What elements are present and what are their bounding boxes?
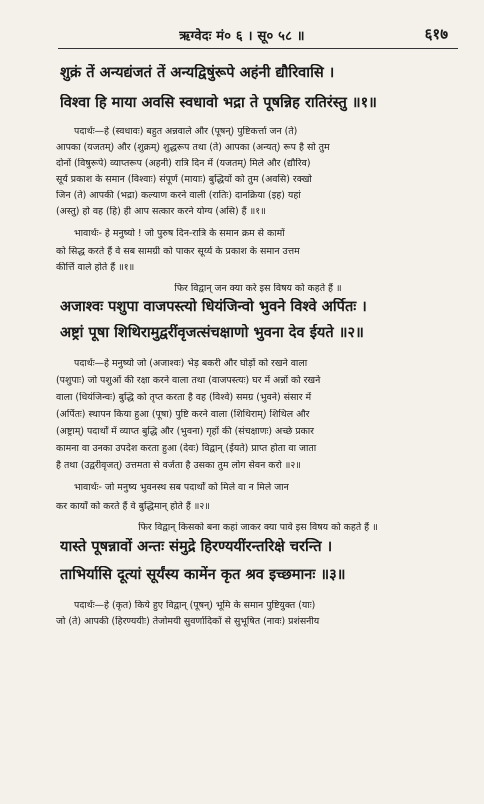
padartha-line: जिन (ते) आपकी (भद्रा) कल्याण करने वाली (रातिः) दानक्रिया (इह) यहां [56, 190, 301, 201]
padartha-line: (अस्तु) हो वह (हि) ही आप सत्कार करने योग्य (असि) हैं ॥१॥ [56, 206, 266, 217]
bhavartha-line: भावार्थः- हे मनुष्यो ! जो पुरुष दिन-रात्रि के समान क्रम से कामों [74, 228, 285, 239]
padartha-line: सूर्य प्रकाश के समान (विश्वाः) संपूर्ण (मायाः) बुद्धियों को तुम (अवसि) रक्खो [56, 174, 312, 185]
running-title: ऋग्वेदः मं० ६ । सू० ५८ ॥ [179, 29, 305, 44]
padartha-line: (अर्पितः) स्थापन किया हुआ (पूषा) पुष्टि करने वाला (शिथिराम्) शिथिल और [56, 409, 310, 420]
mantra-line: ताभिर्यासि दूत्यां सूर्यंस्य कामेंन कृत श्रव इच्छमानः ॥३॥ [60, 566, 346, 583]
mantra-line: यास्ते पूषन्नावों अन्तः संमुद्रे हिरण्ययींरन्तरिक्षे चरन्ति । [60, 538, 333, 555]
bhavartha-line: कीर्त्ति वाले होते हैं ॥१॥ [56, 262, 135, 273]
bhavartha-line: को सिद्ध करते हैं वे सब सामग्री को पाकर सूर्य्य के प्रकाश के समान उत्तम [56, 246, 300, 257]
padartha-line: वाला (धियंजिन्वः) बुद्धि को तृप्त करता है वह (विश्वे) समग्र (भुवने) संसार में [56, 392, 312, 403]
bhavartha-line: कर कार्यों को करते हैं वे बुद्धिमान् होते हैं ॥२॥ [56, 501, 210, 512]
padartha-line: (अष्ट्राम्) पदार्थों में व्याप्त बुद्धि और (भुवना) गृहों की (संचक्षाणः) अच्छे प्रकार [56, 426, 314, 437]
padartha-line: पदार्थः—हे (कृत) किये हुए विद्वान् (पूषन्) भूमि के समान पुष्टियुक्त (याः) [74, 600, 316, 611]
padartha-line: पदार्थः—हे मनुष्यो जो (अजाश्वः) भेड़ बकरी और घोड़ों को रखने वाला [74, 358, 308, 369]
header-rule [58, 48, 458, 49]
padartha-line: दोनों (विषुरूपे) व्याप्तरूप (अहनी) रात्रि दिन में (यजतम्) मिले और (द्यौरिव) [56, 158, 311, 169]
padartha-line: पदार्थः—हे (स्वधावः) बहुत अन्नवाले और (पूषन्) पुष्टिकर्त्ता जन (ते) [74, 126, 298, 137]
mantra-line: विश्वा हि माया अवसि स्वधावो भद्रा ते पूषन्निह रातिरंस्तु ॥१॥ [60, 94, 377, 111]
section-intro: फिर विद्वान् किसको बना कहां जाकर क्या पावे इस विषय को कहते हैं ॥ [138, 522, 378, 533]
padartha-line: कामना वा उनका उपदेश करता हुआ (देवः) विद्वान् (ईयते) प्राप्त होता वा जाता [56, 443, 317, 454]
padartha-line: है तथा (उद्वरीवृजत्) उत्तमता से वर्जता है उसका तुम लोग सेवन करो ॥२॥ [56, 460, 301, 471]
padartha-line: जो (ते) आपकी (हिरण्ययीः) तेजोमयी सुवर्णादिकों से सुभूषित (नावः) प्रशंसनीय [56, 616, 320, 627]
padartha-line: (पशुपाः) जो पशुओं की रक्षा करने वाला तथा (वाजपस्त्यः) घर में अन्नों को रखने [56, 375, 321, 386]
bhavartha-line: भावार्थः- जो मनुष्य भुवनस्थ सब पदार्थों को मिले वा न मिले जान [74, 482, 289, 493]
page-number: ६१७ [424, 25, 448, 43]
padartha-line: आपका (यजतम्) और (शुक्रम्) शुद्धरूप तथा (ते) आपका (अन्यत्) रूप है सो तुम [56, 142, 330, 153]
mantra-line: अजाश्वः पशुपा वाजपस्त्यो धियंजिन्वो भुवने विश्वे अर्पितः । [60, 298, 367, 315]
mantra-line: अष्ट्रां पूषा शिथिरामुद्वरींवृजत्संचक्षाणो भुवना देव ईयते ॥२॥ [60, 324, 364, 341]
mantra-line: शुक्रं तें अन्यद्यंजतं तें अन्यद्विषुंरूपे अहंनी द्यौरिवासि । [60, 64, 335, 81]
section-intro: फिर विद्वान् जन क्या करे इस विषय को कहते हैं ॥ [174, 283, 342, 294]
page-header [0, 26, 484, 46]
